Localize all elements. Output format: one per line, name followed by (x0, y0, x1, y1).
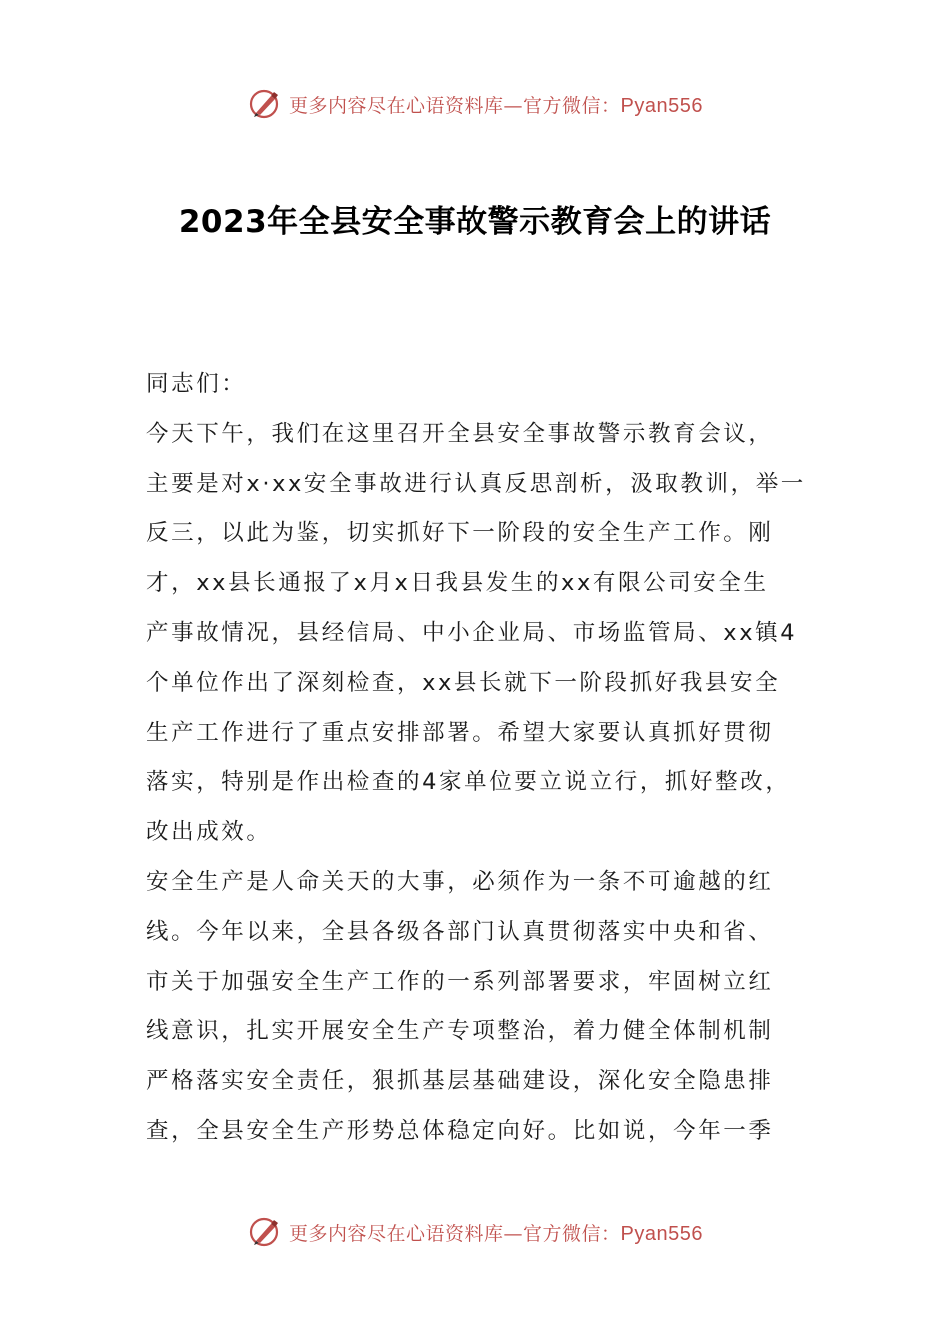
watermark-handle: Pyan556 (620, 1222, 703, 1245)
watermark-label: 更多内容尽在心语资料库—官方微信： (289, 94, 621, 117)
salutation-line: 同志们： (146, 371, 247, 397)
body-line: 今天下午，我们在这里召开全县安全事故警示教育会议， (146, 420, 774, 447)
body-line: 严格落实安全责任，狠抓基层基础建设，深化安全隐患排 (146, 1068, 774, 1095)
body-line: 个单位作出了深刻检查，xx县长就下一阶段抓好我县安全 (146, 669, 781, 696)
watermark-handle: Pyan556 (620, 94, 703, 117)
body-line: 安全生产是人命关天的大事，必须作为一条不可逾越的红 (146, 868, 774, 895)
body-line: 才，xx县长通报了x月x日我县发生的xx有限公司安全生 (146, 570, 769, 597)
pen-logo-icon (247, 86, 283, 122)
watermark-text (289, 1219, 703, 1246)
header-watermark-banner (0, 84, 950, 124)
body-line: 线意识，扎实开展安全生产专项整治，着力健全体制机制 (146, 1018, 774, 1045)
body-line: 主要是对x·xx安全事故进行认真反思剖析，汲取教训，举一 (146, 470, 806, 497)
document-body (146, 360, 806, 1157)
document-title: 2023年全县安全事故警示教育会上的讲话 (178, 204, 772, 240)
body-line: 反三，以此为鉴，切实抓好下一阶段的安全生产工作。刚 (146, 520, 774, 547)
body-line: 改出成效。 (146, 819, 272, 846)
pen-logo-icon (247, 1214, 283, 1250)
body-line: 落实，特别是作出检查的4家单位要立说立行，抓好整改， (146, 769, 791, 796)
body-line: 线。今年以来，全县各级各部门认真贯彻落实中央和省、 (146, 918, 774, 945)
watermark-label: 更多内容尽在心语资料库—官方微信： (289, 1222, 621, 1245)
footer-watermark-banner (0, 1212, 950, 1252)
body-line: 查，全县安全生产形势总体稳定向好。比如说，今年一季 (146, 1117, 774, 1144)
body-line: 产事故情况，县经信局、中小企业局、市场监管局、xx镇4 (146, 619, 798, 646)
body-line: 市关于加强安全生产工作的一系列部署要求，牢固树立红 (146, 968, 774, 995)
body-line: 生产工作进行了重点安排部署。希望大家要认真抓好贯彻 (146, 719, 774, 746)
watermark-text (289, 91, 703, 118)
